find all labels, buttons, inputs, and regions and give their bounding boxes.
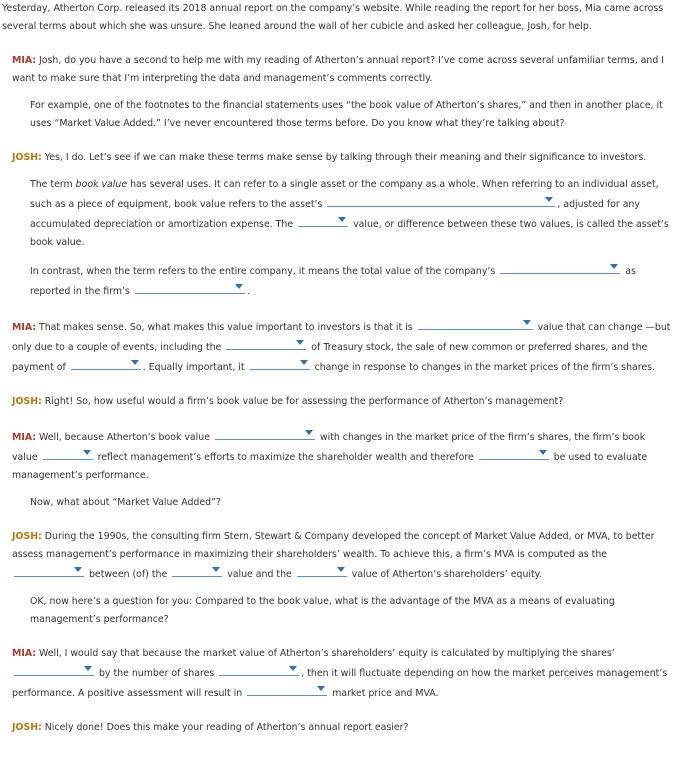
dropdown-does-change[interactable] — [250, 357, 310, 370]
dropdown-company-item[interactable] — [500, 261, 620, 274]
dropdown-can-be-used[interactable] — [479, 447, 549, 460]
chevron-down-icon — [610, 264, 618, 269]
dropdown-treasury-action[interactable] — [226, 337, 306, 350]
company-book-value-paragraph — [0, 261, 679, 301]
mia-message-3 — [0, 427, 679, 485]
mia-text-3b: Now, what about “Market Value Added”? — [30, 497, 221, 508]
chevron-down-icon — [84, 666, 92, 671]
mia-message-1 — [0, 52, 679, 88]
text-emphasis: book value — [75, 179, 128, 190]
chevron-down-icon — [212, 567, 220, 572]
josh-message-2 — [0, 393, 679, 411]
text-segment: . Equally important, it — [142, 362, 245, 373]
speaker-josh: JOSH: — [12, 722, 42, 733]
dropdown-report-source[interactable] — [135, 281, 245, 294]
chevron-down-icon — [305, 430, 313, 435]
mia-message-4 — [0, 645, 679, 703]
josh-text-1: Yes, I do. Let’s see if we can make these terms make sense by talking through their meaning and their significance to investors. — [44, 152, 647, 163]
chevron-down-icon — [338, 217, 346, 222]
speaker-mia: MIA: — [12, 432, 36, 443]
dropdown-value-type[interactable] — [418, 317, 533, 330]
text-segment: That makes sense. So, what makes this value important to investors is that it is — [38, 322, 413, 333]
text-segment: The term — [30, 179, 76, 190]
chevron-down-icon — [74, 567, 82, 572]
chevron-down-icon — [131, 360, 139, 365]
josh-message-4 — [0, 719, 679, 737]
dropdown-price-direction[interactable] — [247, 683, 327, 696]
speaker-mia: MIA: — [12, 648, 36, 659]
text-segment: reflect management’s efforts to maximize the shareholder wealth and therefore — [97, 452, 474, 463]
chevron-down-icon — [83, 450, 91, 455]
text-segment: , adjusted for any accumulated depreciation or amortization expense. The — [30, 199, 640, 230]
text-segment: . — [246, 286, 250, 297]
text-segment: During the 1990s, the consulting firm Stern, Stewart & Company developed the concept of Market Value Added, or MVA, to better assess management’s performance in maximizing their shareholders’ wealth. To achieve this, a firm’s MVA is computed as the — [12, 531, 655, 560]
mia-text-1b: For example, one of the footnotes to the financial statements uses “the book value of Atherton’s shares,” and then in another place, it uses “Market Value Added.” I’ve never encountered those terms before. Do you know what they’re talking about? — [30, 100, 663, 129]
text-segment: Well, I would say that because the market value of Atherton’s shareholders’ equity is calculated by multiplying the shares’ — [38, 648, 615, 659]
intro-paragraph: Yesterday, Atherton Corp. released its 2018 annual report on the company’s website. While reading the report for her boss, Mia came across several terms about which she was unsure. She leaned around the wall of her cubicle and asked her colleague, Josh, for help. — [2, 3, 664, 32]
text-segment: of Treasury stock, the sale of new common or preferred shares, and the payment of — [12, 342, 648, 373]
chevron-down-icon — [300, 360, 308, 365]
text-segment: value that can change —but only due to a couple of events, including the — [12, 322, 671, 353]
josh-question: OK, now here’s a question for you: Compared to the book value, what is the advantage of the MVA as a means of evaluating management’s performance? — [30, 596, 615, 625]
mia-text-1: Josh, do you have a second to help me with my reading of Atherton’s annual report? I’ve come across several unfamiliar terms, and I want to make sure that I’m interpreting the data and management’s comments correctly. — [12, 55, 665, 84]
josh-message-3 — [0, 528, 679, 584]
text-segment: be used to evaluate management’s performance. — [12, 452, 648, 481]
text-segment: value, or difference between these two values, is called the asset’s book value. — [30, 219, 669, 248]
josh-text-2: Right! So, how useful would a firm’s book value be for assessing the performance of Atherton’s management? — [44, 396, 564, 407]
dropdown-shares-status[interactable] — [219, 663, 299, 676]
dropdown-second-value[interactable] — [297, 564, 347, 577]
chevron-down-icon — [235, 284, 243, 289]
speaker-josh: JOSH: — [12, 152, 42, 163]
text-segment: value and the — [227, 569, 292, 580]
text-segment: change in response to changes in the market prices of the firm’s shares. — [314, 362, 656, 373]
dropdown-first-value[interactable] — [172, 564, 222, 577]
dropdown-payment-type[interactable] — [71, 357, 141, 370]
text-segment: , then it will fluctuate depending on how the market perceives management’s performance. A positive assessment will result in — [12, 668, 668, 699]
text-segment: with changes in the market price of the firm’s shares, the firm’s book value — [12, 432, 646, 463]
chevron-down-icon — [289, 666, 297, 671]
chevron-down-icon — [539, 450, 547, 455]
chevron-down-icon — [317, 686, 325, 691]
dropdown-book-value-change[interactable] — [215, 427, 315, 440]
speaker-josh: JOSH: — [12, 531, 42, 542]
chevron-down-icon — [545, 197, 553, 202]
text-segment: as reported in the firm’s — [30, 266, 636, 297]
text-segment: Well, because Atherton’s book value — [38, 432, 210, 443]
book-value-paragraph — [0, 176, 679, 252]
text-segment: by the number of shares — [98, 668, 215, 679]
chevron-down-icon — [296, 340, 304, 345]
text-segment: has several uses. It can refer to a single asset or the company as a whole. When referring to an individual asset, such as a piece of equipment, book value refers to the asset’s — [30, 179, 659, 210]
speaker-mia: MIA: — [12, 55, 36, 66]
speaker-mia: MIA: — [12, 322, 36, 333]
dropdown-mva-operation[interactable] — [14, 564, 84, 577]
text-segment: market price and MVA. — [332, 688, 439, 699]
chevron-down-icon — [337, 567, 345, 572]
text-segment: between (of) the — [88, 569, 168, 580]
dropdown-asset-basis[interactable] — [327, 194, 555, 207]
dropdown-share-price[interactable] — [14, 663, 94, 676]
dropdown-reflects[interactable] — [43, 447, 93, 460]
dropdown-net-value[interactable] — [298, 214, 348, 227]
chevron-down-icon — [523, 320, 531, 325]
mia-message-2 — [0, 317, 679, 377]
speaker-josh: JOSH: — [12, 396, 42, 407]
josh-message-1 — [0, 149, 679, 167]
josh-text-4: Nicely done! Does this make your reading of Atherton’s annual report easier? — [44, 722, 409, 733]
text-segment: value of Atherton’s shareholders’ equity. — [351, 569, 542, 580]
text-segment: In contrast, when the term refers to the entire company, it means the total value of the company’s — [30, 266, 496, 277]
